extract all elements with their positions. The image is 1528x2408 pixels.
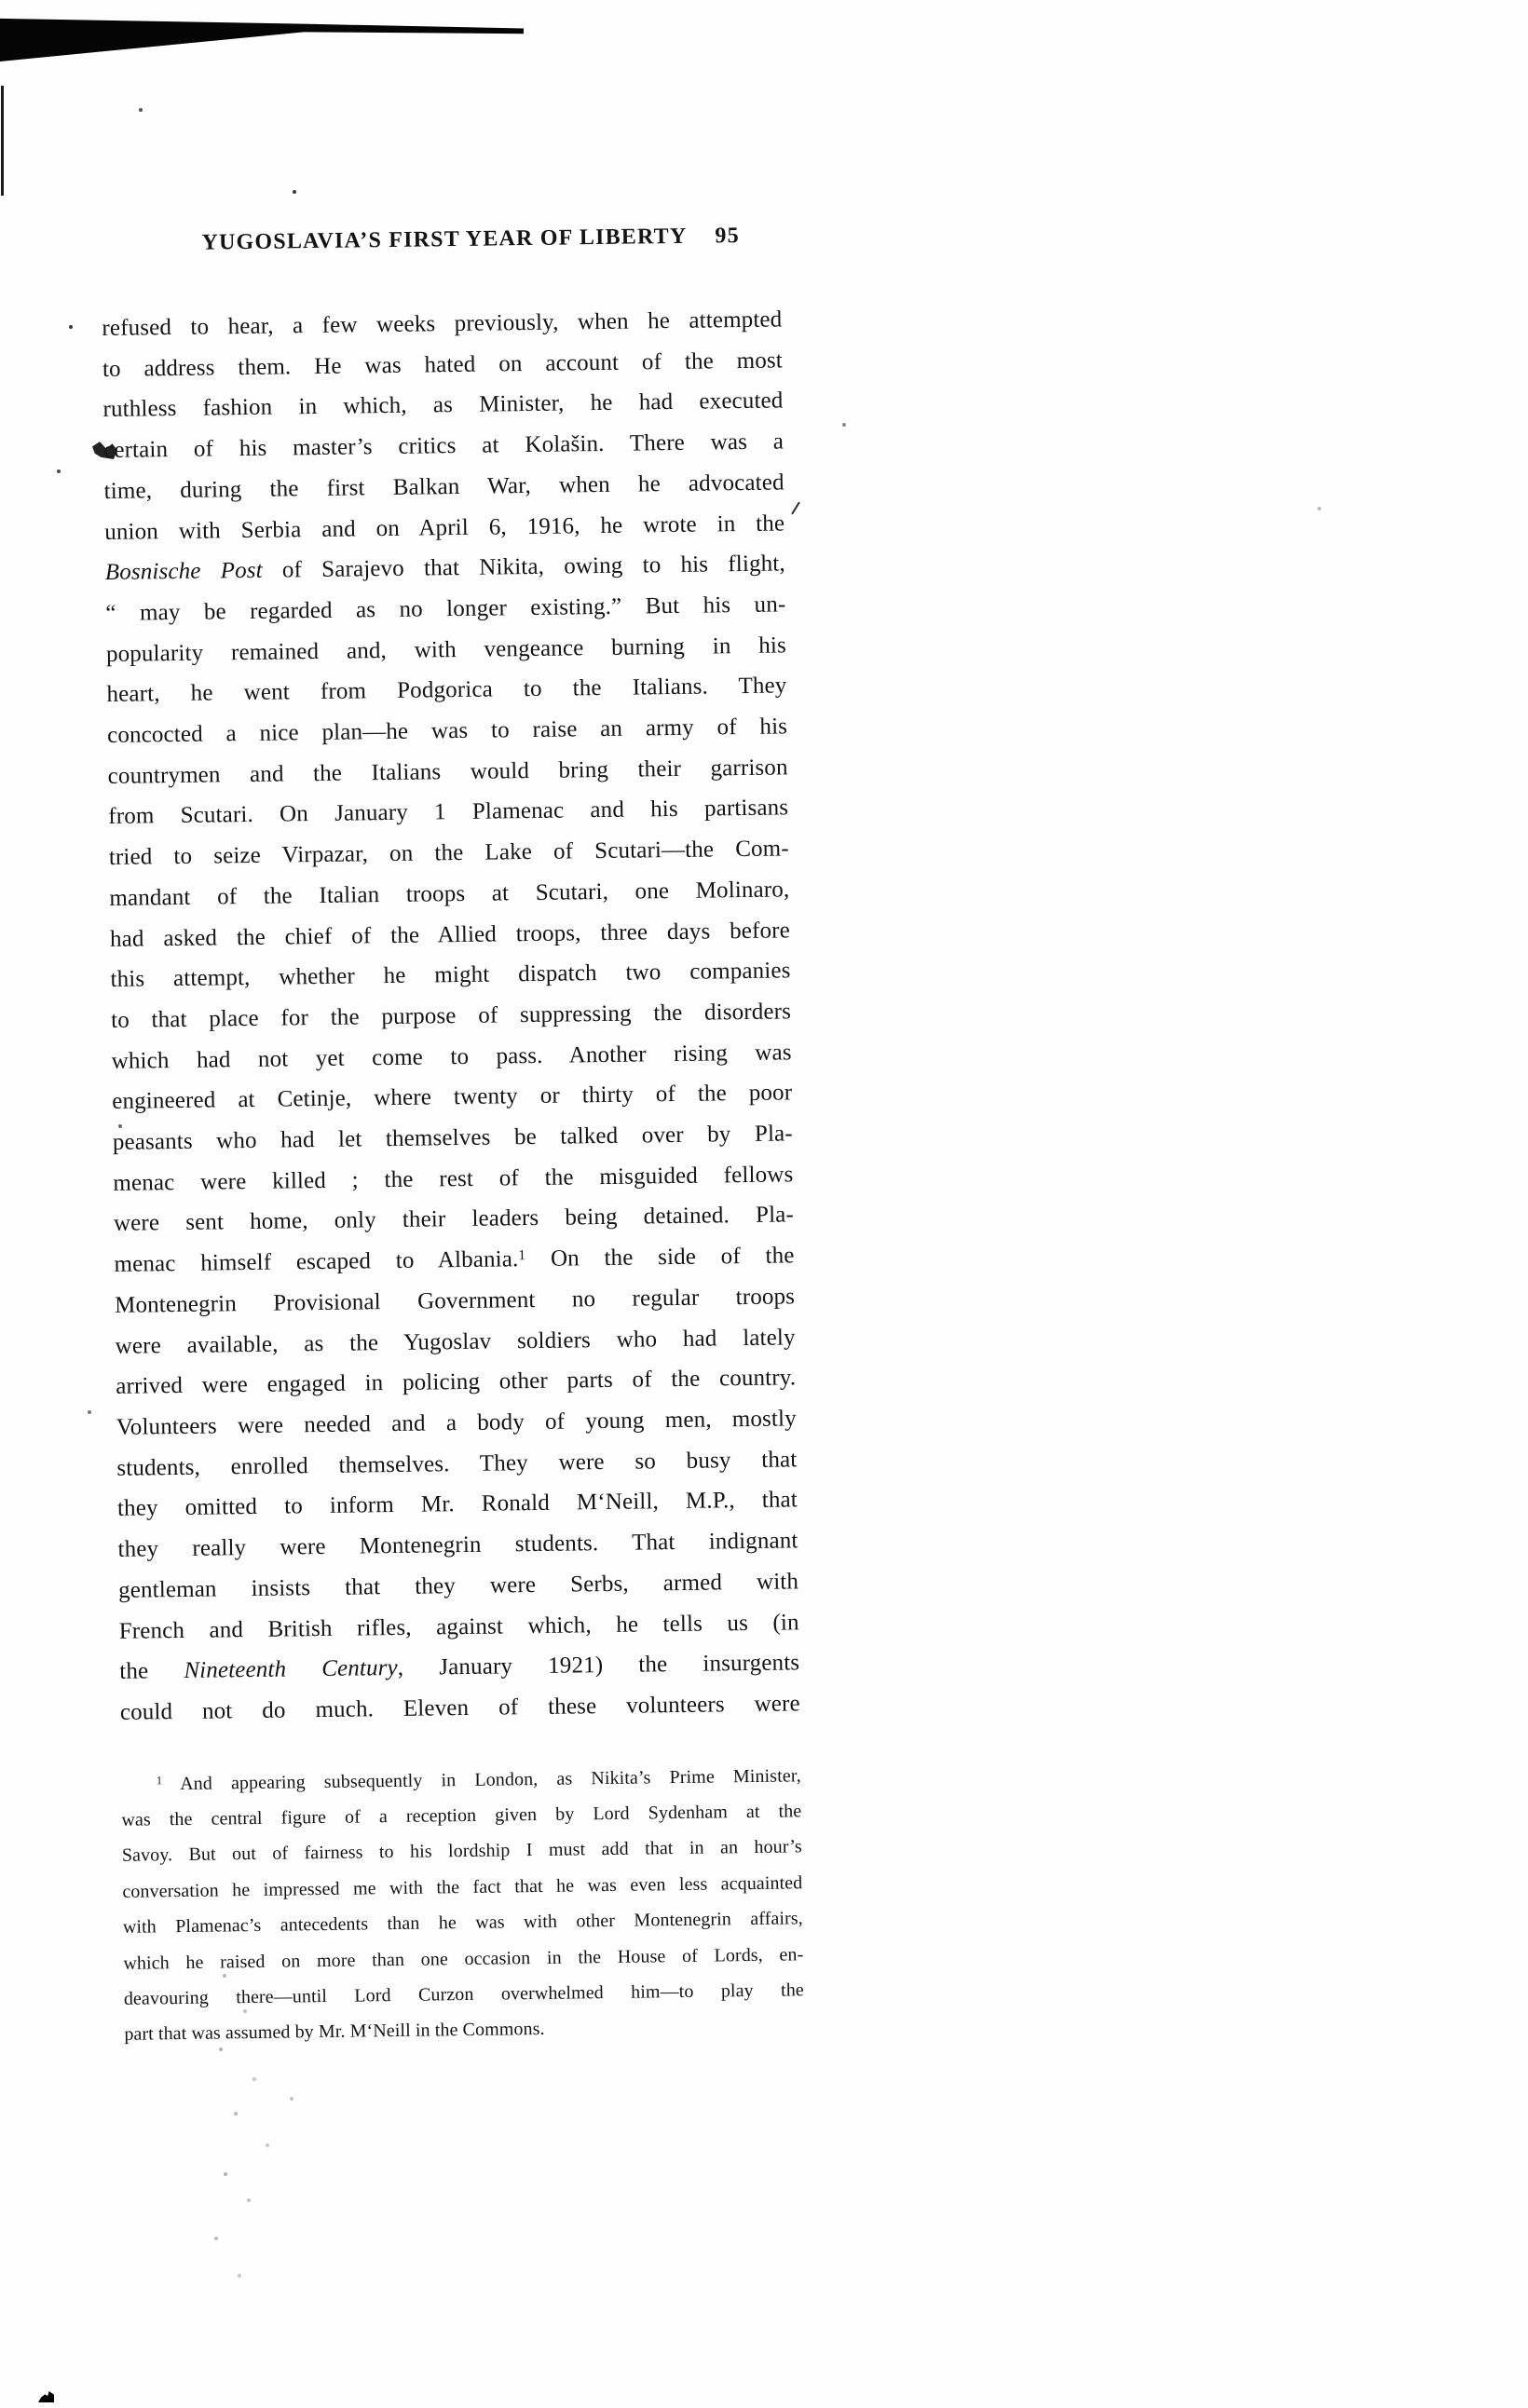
text-line: certain of his master’s critics at Kolašin. There was a [102,429,784,464]
text-line: refused to hear, a few weeks previously, when he attempted [102,306,783,341]
text-line: to that place for the purpose of suppressing the disorders [110,999,792,1033]
text-line: could not do much. Eleven of these volunteers were [119,1691,800,1725]
text-line: were sent home, only their leaders being detained. Pla- [113,1202,795,1237]
text-line: they really were Montenegrin students. That indignant [117,1528,798,1562]
text-line: French and British rifles, against which, he tells us (in [118,1609,799,1644]
text-line: from Scutari. On January 1 Plamenac and his partisans [108,795,789,830]
text-line: union with Serbia and on April 6, 1916, he wrote in the [104,510,785,545]
text-line: heart, he went from Podgorica to the Italians. They [106,673,787,708]
text-line: conversation he impressed me with the fact that he was even less acquainted [122,1872,803,1902]
text-line: had asked the chief of the Allied troops, three days before [109,917,791,952]
text-line: was the central figure of a reception given by Lord Sydenham at the [121,1801,802,1830]
page-content [101,219,805,2052]
scan-specks [0,0,2,2]
text-line: Montenegrin Provisional Government no regular troops [114,1284,796,1318]
page-number: 95 [715,224,741,249]
text-line: part that was assumed by Mr. M‘Neill in the Commons. [124,2019,545,2046]
text-line: concocted a nice plan—he was to raise an army of his [106,714,788,748]
text-line: to address them. He was hated on account of the most [102,347,784,382]
text-line: Savoy. But out of fairness to his lordship I must add that in an hour’s [121,1836,802,1867]
text-line: were available, as the Yugoslav soldiers who had lately [115,1324,796,1359]
text-line: gentleman insists that they were Serbs, armed with [117,1569,799,1603]
text-line: time, during the first Balkan War, when he advocated [103,469,784,504]
text-line: Bosnische Post of Sarajevo that Nikita, owing to his flight, [104,551,785,586]
chapter-title: YUGOSLAVIA’S FIRST YEAR OF LIBERTY [201,224,688,255]
text-line: arrived were engaged in policing other parts of the country. [116,1365,797,1400]
scan-edge-line-artifact [1,86,4,196]
text-line: $^1$ And appearing subsequently in London, as Nikita’s Prime Minister, [156,1764,801,1794]
scan-stray-mark [791,502,800,515]
text-line: “ may be regarded as no longer existing.” But his un- [105,592,786,626]
text-line: engineered at Cetinje, where twenty or thirty of the poor [112,1080,793,1115]
text-line: which he raised on more than one occasion in the House of Lords, en- [123,1943,804,1974]
body-text [102,299,800,1733]
text-line: menac himself escaped to Albania.$^1$ On the side of the [114,1243,795,1278]
text-line: peasants who had let themselves be talked over by Pla- [112,1121,793,1155]
text-line: popularity remained and, with vengeance burning in his [105,633,787,667]
text-line: countrymen and the Italians would bring their garrison [107,755,788,789]
ink-blob [38,2391,54,2402]
text-line: Volunteers were needed and a body of young men, mostly [116,1406,797,1440]
text-line: tried to seize Virpazar, on the Lake of Scutari—the Com- [108,836,789,871]
text-line: they omitted to inform Mr. Ronald M‘Neill, M.P., that [116,1487,798,1522]
text-line: mandant of the Italian troops at Scutari, one Molinaro, [109,877,790,911]
text-line: with Plamenac’s antecedents than he was with other Montenegrin affairs, [122,1908,803,1939]
text-line: menac were killed ; the rest of the misguided fellows [113,1162,794,1196]
scan-shadow-artifact [0,17,524,61]
footnote [121,1758,805,2053]
text-line: ruthless fashion in which, as Minister, he had executed [102,388,784,423]
text-line: which had not yet come to pass. Another rising was [111,1040,792,1074]
text-line: the Nineteenth Century, January 1921) the insurgents [119,1650,800,1685]
running-header [130,219,811,260]
text-line: this attempt, whether he might dispatch two companies [110,958,791,993]
text-line: students, enrolled themselves. They were so busy that [116,1447,798,1481]
text-line: deavouring there—until Lord Curzon overwhelmed him—to play the [123,1979,804,2009]
